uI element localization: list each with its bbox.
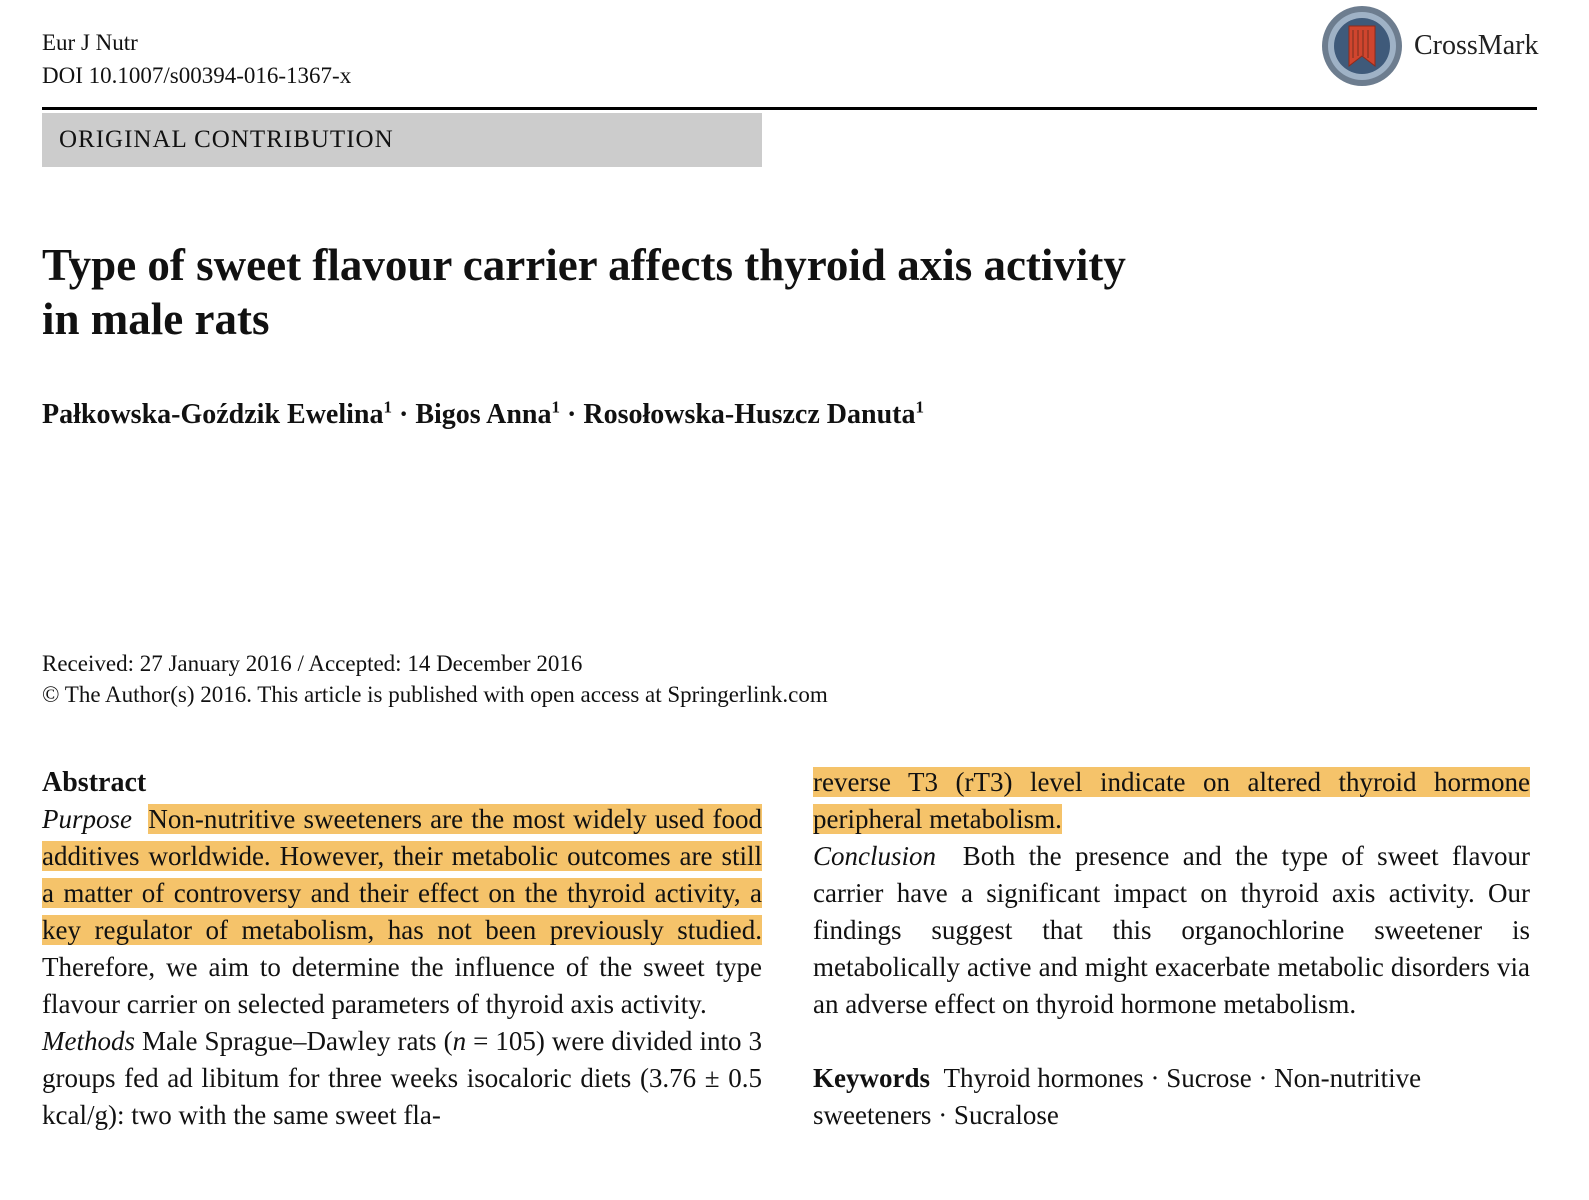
purpose-label: Purpose — [42, 804, 132, 834]
title-line: Type of sweet flavour carrier affects thyroid axis activity — [42, 240, 1126, 290]
keywords-label: Keywords — [813, 1063, 930, 1093]
conclusion-text: Both the presence and the type of sweet flavour carrier have a significant impact on thyroid axis activity. Our findings suggest that this organochlorine sweetener is metabolically active and might exacerbate metabolic disorders via an adverse effect on thyroid hormone metabolism. — [813, 841, 1530, 1019]
abstract-right-column — [813, 764, 1530, 1134]
crossmark-label: CrossMark — [1414, 30, 1539, 61]
abstract-conclusion — [813, 838, 1530, 1023]
keywords — [813, 1060, 1530, 1134]
author-name[interactable]: Rosołowska-Huszcz Danuta — [583, 399, 916, 430]
abstract-heading: Abstract — [42, 767, 147, 798]
article-dates — [42, 648, 828, 710]
crossmark-icon — [1320, 4, 1404, 88]
article-title — [42, 238, 1342, 346]
methods-n: n — [452, 1026, 467, 1056]
author-separator: · — [391, 399, 416, 430]
highlighted-text: reverse T3 (rT3) level indicate on altered thyroid hormone peripheral metabolism. — [813, 767, 1530, 834]
copyright-line: © The Author(s) 2016. This article is published with open access at Springerlink.com — [42, 682, 828, 707]
methods-text-2: = 105) were divided into 3 groups fed ad libitum for three weeks isocaloric diets (3.76 ± 0.5 kcal/g): two with the same sweet fla- — [42, 1026, 762, 1130]
abstract-left-column — [42, 764, 762, 1134]
purpose-text: Therefore, we aim to determine the influence of the sweet type flavour carrier on selected parameters of thyroid axis activity. — [42, 952, 762, 1019]
author-affiliation: 1 — [383, 397, 392, 417]
author-name[interactable]: Bigos Anna — [415, 399, 552, 430]
title-line: in male rats — [42, 294, 270, 344]
methods-label: Methods — [42, 1026, 135, 1056]
conclusion-label: Conclusion — [813, 841, 937, 871]
methods-text: Male Sprague–Dawley rats ( — [142, 1026, 453, 1056]
abstract-methods — [42, 1023, 762, 1134]
keywords-text: Thyroid hormones · Sucrose · Non-nutritive sweeteners · Sucralose — [813, 1063, 1422, 1130]
crossmark-badge[interactable] — [1320, 4, 1538, 88]
received-accepted: Received: 27 January 2016 / Accepted: 14 December 2016 — [42, 651, 583, 676]
abstract-purpose — [42, 801, 762, 1023]
author-list — [42, 395, 924, 435]
author-separator: · — [560, 399, 584, 430]
author-affiliation: 1 — [915, 397, 924, 417]
highlighted-text: Non-nutritive sweeteners are the most widely used food additives worldwide. However, their metabolic outcomes are still a matter of controversy and their effect on the thyroid activity, a key regulator of metabolism, has not been previously studied. — [42, 804, 762, 945]
spacer — [813, 1023, 1530, 1060]
section-banner: ORIGINAL CONTRIBUTION — [42, 113, 762, 167]
header-rule — [42, 107, 1537, 110]
author-affiliation: 1 — [551, 397, 560, 417]
doi[interactable]: DOI 10.1007/s00394-016-1367-x — [42, 63, 352, 88]
author-name[interactable]: Pałkowska-Goździk Ewelina — [42, 399, 384, 430]
journal-name: Eur J Nutr — [42, 30, 138, 55]
results-continuation — [813, 764, 1530, 838]
journal-meta — [42, 26, 351, 92]
